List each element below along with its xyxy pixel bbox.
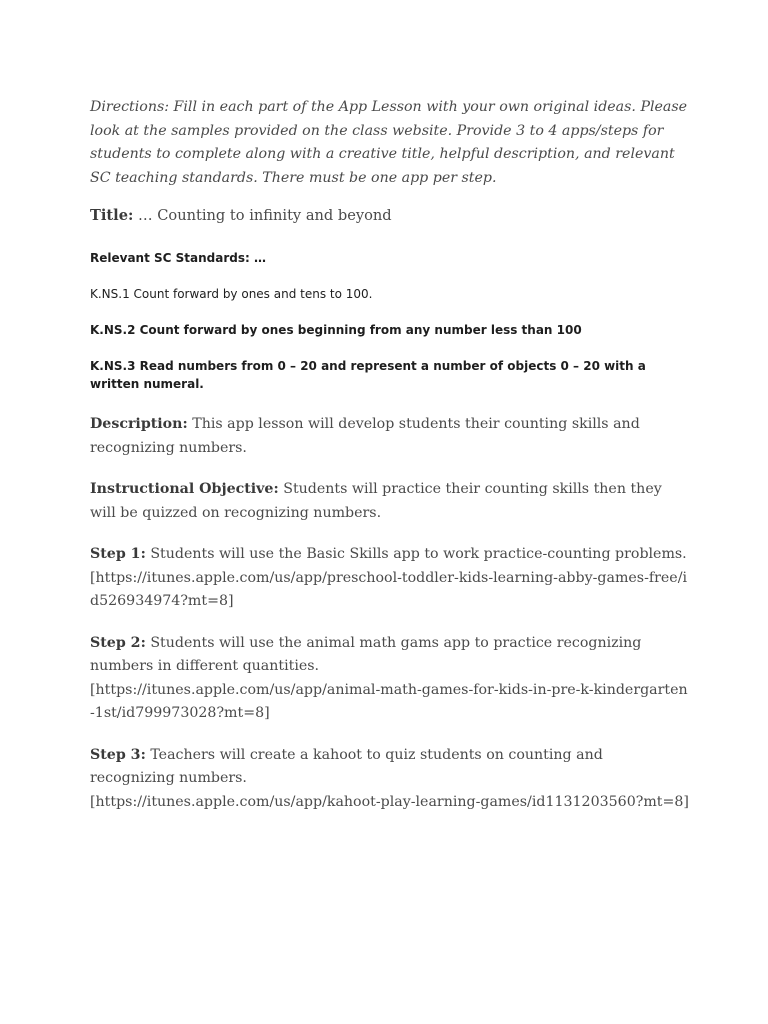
description-text: This app lesson will develop students their counting skills and recognizing numbers. [90, 416, 640, 456]
step-3-paragraph [90, 744, 690, 815]
objective-label: Instructional Objective [90, 481, 274, 497]
title-separator: : [127, 207, 134, 224]
step-2-separator: : [140, 634, 146, 651]
objective-paragraph [90, 478, 690, 525]
step-1-separator: : [140, 546, 146, 562]
step-3-separator: : [140, 746, 146, 763]
step-3-link[interactable]: [https://itunes.apple.com/us/app/kahoot-play-learning-games/id1131203560?mt=8] [90, 793, 689, 810]
step-2-link[interactable]: [https://itunes.apple.com/us/app/animal-math-games-for-kids-in-pre-k-kindergarten-1st/id799973028?mt=8] [90, 681, 688, 721]
step-3-label: Step 3 [90, 746, 141, 763]
standard-item-3: K.NS.3 Read numbers from 0 – 20 and represent a number of objects 0 – 20 with a written numeral. [90, 359, 646, 391]
standards-heading: Relevant SC Standards: … [90, 251, 266, 265]
step-1-paragraph [90, 543, 690, 614]
title-line [90, 205, 690, 227]
step-2-label: Step 2 [90, 634, 141, 651]
step-2-text: Students will use the animal math gams app to practice recognizing numbers in different quantities. [90, 634, 642, 674]
title-value: … Counting to infinity and beyond [133, 207, 392, 224]
step-1-text: Students will use the Basic Skills app to work practice-counting problems. [145, 546, 687, 562]
standard-item-1: K.NS.1 Count forward by ones and tens to 100. [90, 287, 373, 301]
step-1-link[interactable]: [https://itunes.apple.com/us/app/preschool-toddler-kids-learning-abby-games-free/id526934974?mt=8] [90, 569, 688, 609]
lesson-body [90, 96, 690, 814]
step-2-paragraph [90, 632, 690, 726]
description-label: Description [90, 416, 183, 432]
step-3-text: Teachers will create a kahoot to quiz students on counting and recognizing numbers. [90, 746, 603, 786]
objective-text: Students will practice their counting skills then they will be quizzed on recognizing numbers. [90, 481, 662, 521]
objective-separator: : [273, 481, 279, 497]
title-label: Title [90, 207, 128, 224]
step-1-label: Step 1 [90, 546, 141, 562]
directions-text: Directions: Fill in each part of the App Lesson with your own original ideas. Please look at the samples provided on the class website. Provide 3 to 4 apps/steps for students to complete along with a creative title, helpful description, and relevant SC teaching standards. There must be one app per step. [90, 99, 688, 186]
description-paragraph [90, 413, 690, 460]
description-separator: : [182, 416, 188, 432]
standard-item-2: K.NS.2 Count forward by ones beginning from any number less than 100 [90, 323, 582, 337]
